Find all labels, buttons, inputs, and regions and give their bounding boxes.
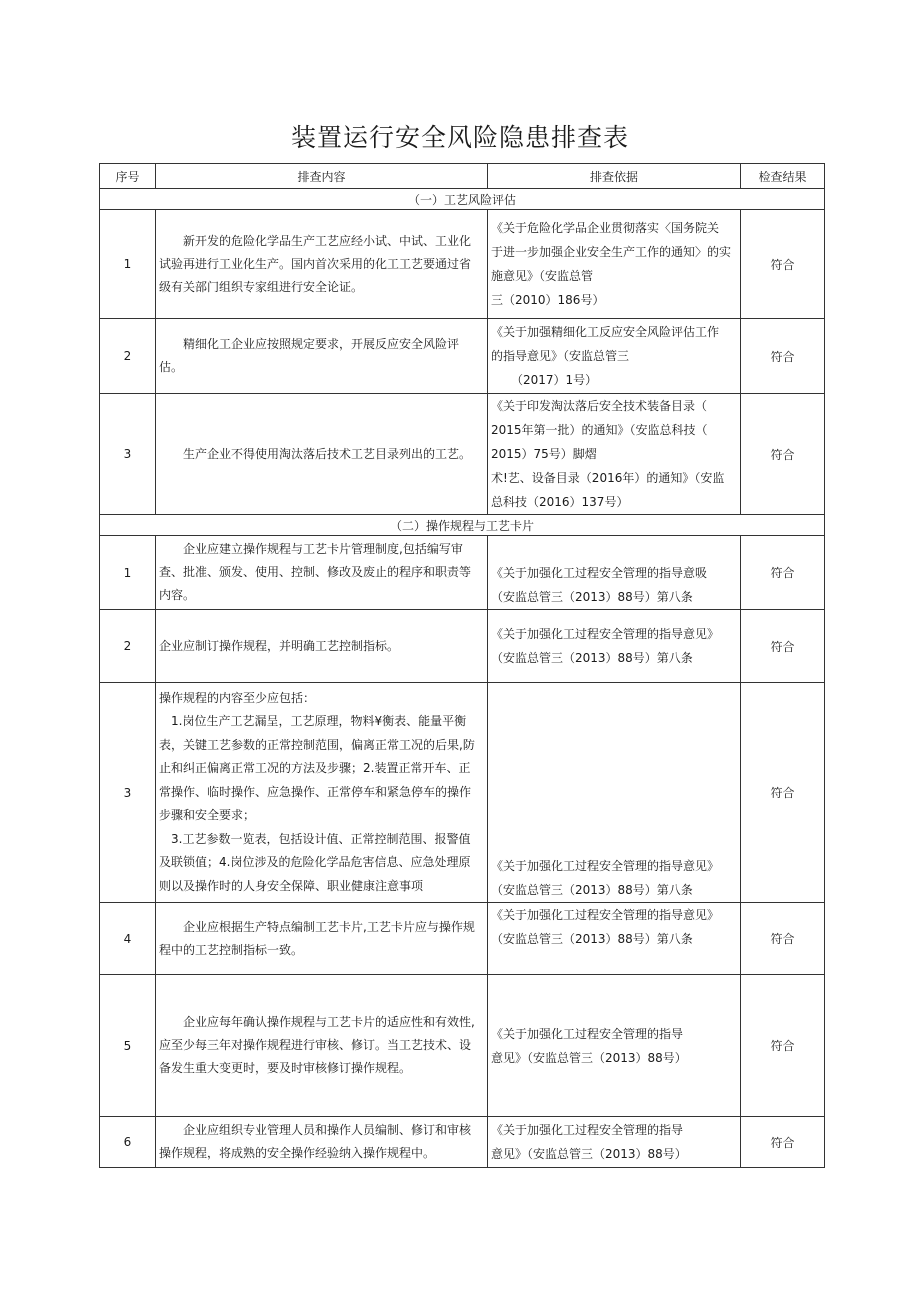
basis-line: 意见》（安监总管三（2013）88号） (491, 1147, 687, 1161)
row-basis (488, 683, 741, 903)
row-result: 符合 (741, 210, 825, 319)
basis-line: （2017）1号） (511, 373, 598, 387)
basis-line: 《关于加强化工过程安全管理的指导意见》 (491, 627, 720, 641)
section-title: （二）操作规程与工艺卡片 (100, 515, 825, 536)
row-number: 6 (100, 1117, 156, 1168)
basis-line: 《关于危险化学品企业贯彻落实〈国务院关 (491, 221, 720, 235)
section-title: （一）工艺风险评估 (100, 189, 825, 210)
table-row (100, 1117, 825, 1168)
basis-line: 2015年第一批）的通知》（安监总科技（ (491, 423, 708, 437)
row-basis (488, 975, 741, 1117)
row-content: 企业应组织专业管理人员和操作人员编制、修订和审核操作规程，将成熟的安全操作经验纳入操作规程中。 (156, 1117, 488, 1168)
table-row (100, 210, 825, 319)
basis-line: 2015）75号）脚熠 (491, 447, 597, 461)
basis-line: 《关于加强化工过程安全管理的指导 (491, 1123, 684, 1137)
row-content: 企业应根据生产特点编制工艺卡片,工艺卡片应与操作规程中的工艺控制指标一致。 (156, 903, 488, 975)
table-row (100, 975, 825, 1117)
table-row (100, 903, 825, 975)
row-number: 3 (100, 683, 156, 903)
row-number: 4 (100, 903, 156, 975)
basis-line: 意见》（安监总管三（2013）88号） (491, 1050, 687, 1065)
row-result: 符合 (741, 1117, 825, 1168)
row-content: 精细化工企业应按照规定要求，开展反应安全风险评估。 (156, 319, 488, 394)
row-result: 符合 (741, 975, 825, 1117)
section-row (100, 189, 825, 210)
basis-line: （安监总管三（2013）88号）第八条 (491, 883, 693, 897)
basis-line: 《关于加强精细化工反应安全风险评估工作 (491, 325, 720, 339)
row-basis (488, 610, 741, 683)
row-basis (488, 903, 741, 975)
content-line: 操作规程的内容至少应包括： (159, 690, 316, 705)
row-content: 企业应每年确认操作规程与工艺卡片的适应性和有效性,应至少每三年对操作规程进行审核、修订。当工艺技术、设备发生重大变更时，要及时审核修订操作规程。 (156, 975, 488, 1117)
header-no: 序号 (100, 164, 156, 189)
basis-line: 《关于加强化工过程安全管理的指导意见》 (491, 908, 720, 922)
row-result: 符合 (741, 610, 825, 683)
basis-line: 的指导意见》（安监总管三 (491, 349, 630, 363)
row-result: 符合 (741, 903, 825, 975)
basis-line: （安监总管三（2013）88号）第八条 (491, 651, 693, 665)
basis-line: 术!艺、设备目录（2016年）的通知》（安监 (491, 471, 725, 485)
row-basis (488, 536, 741, 610)
page-title: 装置运行安全风险隐患排查表 (290, 123, 629, 152)
row-basis (488, 210, 741, 319)
header-basis: 排查依据 (488, 164, 741, 189)
row-number: 1 (100, 210, 156, 319)
basis-line: 《关于印发淘汰落后安全技术装备目录（ (491, 399, 708, 413)
table-header-row (100, 164, 825, 189)
table-row (100, 319, 825, 394)
table-row (100, 536, 825, 610)
row-content: 企业应建立操作规程与工艺卡片管理制度,包括编写审查、批准、颁发、使用、控制、修改及废止的程序和职责等内容。 (156, 536, 488, 610)
section-row (100, 515, 825, 536)
table-row (100, 610, 825, 683)
basis-line: 三（2010）186号） (491, 293, 605, 307)
row-basis (488, 394, 741, 515)
basis-line: （安监总管三（2013）88号）第八条 (491, 590, 693, 604)
basis-line: 总科技（2016）137号） (491, 495, 629, 509)
basis-line: 于进一步加强企业安全生产工作的通知〉的实 (491, 245, 732, 259)
content-line: 1.岗位生产工艺漏呈，工艺原理，物料¥衡表、能量平衡表，关键工艺参数的正常控制范围，偏离正常工况的后果,防止和纠正偏离正常工况的方法及步骤；2.装置正常开车、正常操作、临时操作、应急操作、正常停车和紧急停车的操作步骤和安全要求； (159, 714, 475, 823)
basis-line: 《关于加强化工过程安全管理的指导意吸 (491, 566, 708, 580)
table-row (100, 394, 825, 515)
table-row (100, 683, 825, 903)
row-number: 1 (100, 536, 156, 610)
row-number: 3 (100, 394, 156, 515)
row-result: 符合 (741, 536, 825, 610)
row-content: 企业应制订操作规程，并明确工艺控制指标。 (156, 610, 488, 683)
row-result: 符合 (741, 319, 825, 394)
basis-line: 施意见》（安监总管 (491, 269, 594, 283)
row-content (156, 683, 488, 903)
content-line: 3.工艺参数一览表，包括设计值、正常控制范围、报警值及联锁值；4.岗位涉及的危险化学品危害信息、应急处理原则以及操作时的人身安全保障、职业健康注意事项 (159, 831, 471, 893)
row-basis (488, 319, 741, 394)
row-number: 2 (100, 319, 156, 394)
row-basis (488, 1117, 741, 1168)
row-result: 符合 (741, 683, 825, 903)
header-result: 检查结果 (741, 164, 825, 189)
header-content: 排查内容 (156, 164, 488, 189)
row-result: 符合 (741, 394, 825, 515)
row-number: 5 (100, 975, 156, 1117)
basis-line: （安监总管三（2013）88号）第八条 (491, 932, 693, 946)
basis-line: 《关于加强化工过程安全管理的指导意见》 (491, 859, 720, 873)
inspection-table (99, 163, 825, 1168)
row-content: 生产企业不得使用淘汰落后技术工艺目录列出的工艺。 (156, 394, 488, 515)
row-number: 2 (100, 610, 156, 683)
basis-line: 《关于加强化工过程安全管理的指导 (491, 1026, 684, 1041)
row-content: 新开发的危险化学品生产工艺应经小试、中试、工业化试验再进行工业化生产。国内首次采用的化工工艺要通过省级有关部门组织专家组进行安全论证。 (156, 210, 488, 319)
